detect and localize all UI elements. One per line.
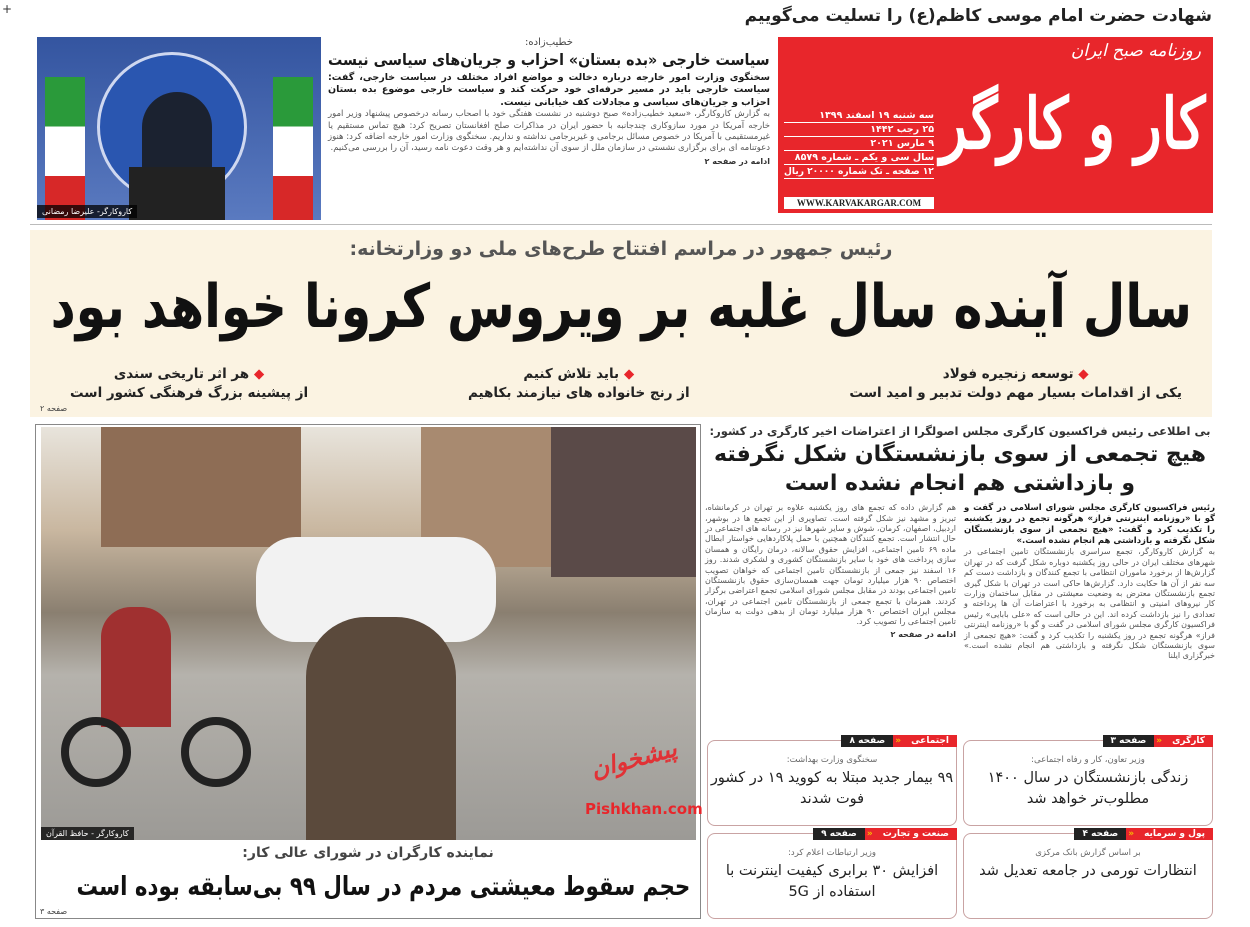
info-text: ۲۵ رجب ۱۴۴۲ [870,124,934,135]
teaser-box[interactable] [707,829,957,919]
lead-headline-text: سال آینده سال غلبه بر ویروس کرونا خواهد بود [50,272,1192,342]
article-lead: سخنگوی وزارت امور خارجه درباره دخالت و مواضع افراد مختلف در سیاست خارجی، گفت: سیاست خارجی باید در مسیر حرفه‌ای خود حرکت کند و سیاست خارجی موضوع بده بستان احزاب و جریان‌های سیاسی و مجادلات کف خیابانی نیست. [328,72,770,108]
article-body-col1: به گزارش کاروکارگر، تجمع سراسری بازنشستگان تامین اجتماعی در شهرهای مختلف ایران در حالی روز یکشنبه دوباره شکل گرفت که در تهران گزارش‌ها از برخورد ماموران انتظامی با تجمع کنندگان و بازداشت دست کم سه نفر از آن ها حکایت دارد. گزارش‌ها حاکی است در تهران با شکل گیری تجمع بازنشستگان معترض به وضعیت معیشتی در مقابل ساختمان وزارت کار نیروهای امنیتی و انتظامی به برخورد با اعتراضات آن ها پرداخته و تعدادی را نیز بازداشت کرده اند. این در حالی است که «علی بابایی» رئیس فراکسیون کارگری مجلس شورای اسلامی در گفت و گو با «روزنامه اینترنتی فراز» هرگونه تجمع در روز یکشنبه را تکذیب کرد و گفت: «هیچ تجمعی از سوی بازنشستگان شکل نگرفته و بازداشتی هم انجام نشده است.» خبرگزاری ایلنا [964,547,1215,661]
teaser-box[interactable] [707,736,957,826]
article-headline[interactable] [328,51,770,69]
issue-price [784,165,934,179]
teaser-title: ◆ هر اثر تاریخی سندی [70,365,308,384]
page-label: صفحه ۴ [1074,828,1126,840]
condolence-banner: شهادت حضرت امام موسی کاظم(ع) را تسلیت می‌گوییم [744,6,1212,26]
watermark-logo: پیشخوان [587,734,680,784]
article-kicker [705,424,1215,438]
page-ref: صفحه ۳ [40,907,68,916]
info-text: سال سی و یکم ـ شماره ۸۵۷۹ [794,152,934,163]
motorcycle-rider [61,607,251,787]
top-article [328,37,770,166]
photo-story-headline[interactable] [76,872,690,902]
teaser-text: از رنج خانواده های نیازمند بکاهیم [467,384,690,401]
teaser-text: از پیشینه بزرگ فرهنگی کشور است [70,384,309,401]
continued-link[interactable]: ادامه در صفحه ۲ [704,156,770,166]
article-kicker: خطیب‌زاده: [525,37,573,48]
photo-story [35,424,701,919]
issue-date-gregorian [784,137,934,151]
article-body-col2: هم گزارش داده که تجمع های روز یکشنبه علاوه بر تهران در کرمانشاه، تبریز و مشهد نیز شکل گرفته است. تصاویری از این تجمع ها در بوشهر، اردبیل، اصفهان، کرمان، شوش و سایر شهرها نیز در رسانه های اجتماعی در حال انتشار است. تجمع کنندگان همچنین با حمل پلاکاردهایی خواستار ابطال ماده ۶۹ تامین اجتماعی، افزایش حقوق سالانه، درمان رایگان و همسان سازی پرداخت های خود با سایر بازنشستگان کشوری و لشکری شدند. روز ۱۶ اسفند نیز جمعی از بازنشستگان تامین اجتماعی که خواهان تصویب اختصاص ۹۰ هزار میلیارد تومان جهت همسان‌سازی حقوق بازنشستگان تامین اجتماعی بودند در مقابل مجلس شورای اسلامی تجمع اعتراضی برگزار کردند. همزمان با تجمع جمعی از بازنشستگان تامین اجتماعی در تهران، مجلس ایران اختصاص ۹۰ هزار میلیارد تومان از بدهی دولت به سازمان تامین اجتماعی را تصویب کرد. [705,503,957,627]
box-headline: افزایش ۳۰ برابری کیفیت اینترنت با استفاده از 5G [725,863,939,901]
lead-headline[interactable] [50,272,1192,342]
newspaper-logo [940,82,1205,165]
watermark-url: Pishkhan.com [585,800,703,818]
page-label: صفحه ۸ [841,735,893,747]
box-headline: ۹۹ بیمار جدید مبتلا به کووید ۱۹ در کشور فوت شدند [710,770,954,808]
page-ref: صفحه ۲ [40,404,68,413]
photo-story-headline-text: حجم سقوط معیشتی مردم در سال ۹۹ بی‌سابقه بوده است [76,872,690,902]
page-label: صفحه ۳ [1103,735,1155,747]
teaser-title: ◆ توسعه زنجیره فولاد [849,365,1182,384]
podium [129,167,225,220]
box-kicker: وزیر ارتباطات اعلام کرد: [788,848,876,858]
photo-story-kicker: نماینده کارگران در شورای عالی کار: [242,845,494,861]
porter-figure [306,617,456,840]
article-headline[interactable]: هیچ تجمعی از سوی بازنشستگان شکل نگرفته و بازداشتی هم انجام نشده است [714,442,1206,496]
box-headline: انتظارات تورمی در جامعه تعدیل شد [979,863,1197,879]
issue-date-persian [784,109,934,123]
issue-number [784,151,934,165]
masthead-slogan: روزنامه صبح ایران [1070,41,1201,61]
kicker-text: بی اطلاعی رئیس فراکسیون کارگری مجلس اصولگرا از اعتراضات اخیر کارگری در کشور: [709,424,1211,438]
photo-caption: کاروکارگر - حافظ القرآن [41,827,134,840]
chevron-icon: « [866,829,873,839]
info-text: سه شنبه ۱۹ اسفند ۱۳۹۹ [819,110,934,121]
website-url[interactable]: WWW.KARVAKARGAR.COM [784,197,934,209]
chevron-icon: « [895,736,902,746]
box-kicker: سخنگوی وزارت بهداشت: [786,755,878,765]
lead-teasers [70,365,1182,403]
box-kicker: وزیر تعاون، کار و رفاه اجتماعی: [1031,755,1145,765]
issue-info [784,109,934,179]
photo-caption: کاروکارگر- علیرضا رمضانی [37,205,137,218]
lead-kicker-text: رئیس جمهور در مراسم افتتاح طرح‌های ملی دو وزارتخانه: [349,238,893,260]
page-label: صفحه ۹ [813,828,865,840]
masthead [778,37,1213,213]
lead-story-band [30,230,1212,417]
teaser[interactable] [70,365,308,403]
article-body: به گزارش کاروکارگر، «سعید خطیب‌زاده» صبح دوشنبه در نشست هفتگی خود با اصحاب رسانه درخصوص پیشنهاد وزیر امور خارجه آمریکا در مورد سازوکاری چندجانبه با حضور ایران در مذاکرات صلح افغانستان تصریح کرد: هیچ تماس مستقیم یا غیرمستقیمی با آمریکا در خصوص مسائل برجامی و غیربرجامی نداشته و نداریم. سخنگوی وزارت امور خارجه اضافه کرد: هنوز دعوتنامه ای برای برگزاری نشستی در سازمان ملل از سوی آن نداشته‌ایم و هر وقت دعوت نامه رسید، آن را بررسی می‌کنیم. [328,109,770,154]
article-lead: رئیس فراکسیون کارگری مجلس شورای اسلامی در گفت و گو با «روزنامه اینترنتی فراز» هرگونه تجمع در روز یکشنبه را تکذیب کرد و گفت: «هیچ تجمعی از سوی بازنشستگان شکل نگرفته و بازداشتی هم انجام نشده است.» [964,503,1215,547]
issue-date-hijri [784,123,934,137]
building [101,427,301,547]
crosshair-mark: + [2,2,13,16]
lead-kicker [30,238,1212,260]
info-text: ۹ مارس ۲۰۲۱ [870,138,934,149]
chevron-icon: « [1128,829,1135,839]
teaser-text: یکی از اقدامات بسیار مهم دولت تدبیر و امید است [849,384,1182,401]
flag-left [45,77,85,220]
continued-link[interactable]: ادامه در صفحه ۲ [890,629,956,639]
teaser[interactable] [849,365,1182,403]
info-text: ۱۲ صفحه ـ تک شماره ۲۰۰۰۰ ریال [784,166,934,177]
right-article [705,424,1215,662]
teaser[interactable] [468,365,690,403]
teaser-box[interactable] [963,736,1213,826]
headline-text: سیاست خارجی «بده بستان» احزاب و جریان‌های سیاسی نیست [328,51,770,69]
chevron-icon: « [1156,736,1163,746]
section-label: کارگری [1164,735,1213,747]
teaser-box[interactable] [963,829,1213,919]
logo-text: کار و کارگر [939,82,1206,165]
section-label: اجتماعی [903,735,957,747]
flag-right [273,77,313,220]
box-headline: زندگی بازنشستگان در سال ۱۴۰۰ مطلوب‌تر خواهد شد [987,770,1189,808]
section-label: پول و سرمایه [1136,828,1213,840]
building [551,427,696,577]
teaser-title: ◆ باید تلاش کنیم [468,365,690,384]
section-label: صنعت و تجارت [875,828,957,840]
top-photo [37,37,321,220]
box-kicker: بر اساس گزارش بانک مرکزی [1035,848,1141,858]
